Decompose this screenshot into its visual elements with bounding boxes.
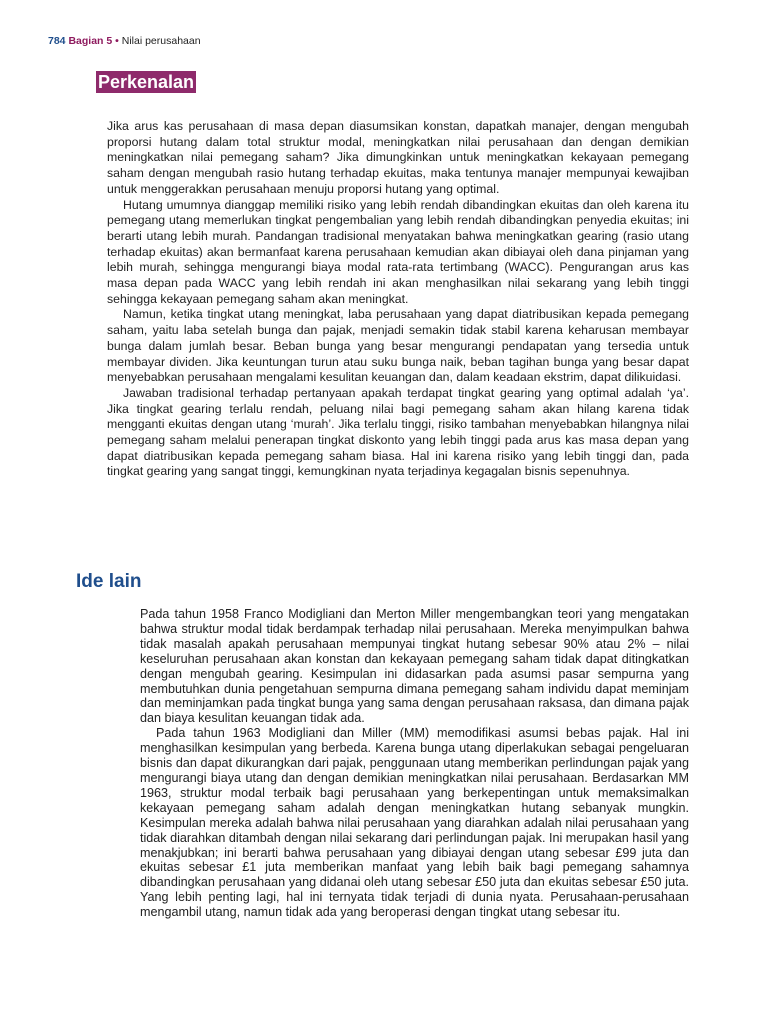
paragraph: Namun, ketika tingkat utang meningkat, laba perusahaan yang dapat diatribusikan kepada pemegang saham, yaitu laba setelah bunga dan pajak, menjadi semakin tidak stabil karena keharusan membayar bunga dalam jumlah besar. Beban bunga yang besar mengurangi pendapatan yang tersedia untuk membayar dividen. Jika keuntungan turun atau suku bunga naik, beban tagihan bunga yang besar dapat menyebabkan perusahaan mengalami kesulitan keuangan dan, dalam keadaan ekstrim, dapat dilikuidasi. xyxy=(107,307,689,385)
chapter-title: Nilai perusahaan xyxy=(121,35,201,47)
header-bullet: • xyxy=(115,35,119,47)
other-idea-body xyxy=(140,607,689,920)
section-title-intro: Perkenalan xyxy=(98,72,195,92)
page-number: 784 xyxy=(48,35,66,47)
paragraph: Jika arus kas perusahaan di masa depan diasumsikan konstan, dapatkah manajer, dengan mengubah proporsi hutang dalam total struktur modal, meningkatkan nilai perusahaan dan dengan demikian meningkatkan nilai pemegang saham? Jika dimungkinkan untuk meningkatkan kekayaan pemegang saham dengan mengubah rasio hutang terhadap ekuitas, maka tentunya manajer mempunyai kewajiban untuk menggerakkan perusahaan menuju proporsi hutang yang optimal. xyxy=(107,119,689,196)
running-header xyxy=(48,35,201,48)
paragraph: Hutang umumnya dianggap memiliki risiko yang lebih rendah dibandingkan ekuitas dan oleh karena itu pemegang utang memerlukan tingkat pengembalian yang lebih rendah dibandingkan penyedia ekuitas; ini berarti utang lebih murah. Pandangan tradisional menyatakan bahwa meningkatkan gearing (rasio utang terhadap ekuitas) akan bermanfaat karena perusahaan kemudian akan dibiayai oleh dana pinjaman yang lebih murah, sehingga mengurangi biaya modal rata-rata tertimbang (WACC). Pengurangan arus kas masa depan pada WACC yang lebih rendah ini akan menghasilkan nilai sekarang yang lebih tinggi sehingga kekayaan pemegang saham akan meningkat. xyxy=(107,197,689,306)
section-title-other-idea: Ide lain xyxy=(76,571,142,592)
part-label: Bagian 5 xyxy=(68,35,113,47)
paragraph: Jawaban tradisional terhadap pertanyaan apakah terdapat tingkat gearing yang optimal adalah ‘ya’. Jika tingkat gearing terlalu rendah, peluang nilai bagi pemegang saham akan hilang karena tidak mengganti ekuitas dengan utang ‘murah’. Jika terlalu tinggi, risiko tambahan menyebabkan hilangnya nilai pemegang saham melalui penerapan tingkat diskonto yang lebih tinggi pada arus kas masa depan yang dapat diatribusikan kepada pemegang saham biasa. Hal ini karena risiko yang lebih tinggi dan, pada tingkat gearing yang sangat tinggi, kemungkinan nyata terjadinya kegagalan bisnis sepenuhnya. xyxy=(107,385,689,479)
paragraph: Pada tahun 1963 Modigliani dan Miller (MM) memodifikasi asumsi bebas pajak. Hal ini menghasilkan kesimpulan yang berbeda. Karena bunga utang diperlakukan sebagai pengeluaran bisnis dan dapat dikurangkan dari pajak, penggunaan utang memberikan perlindungan pajak yang mengurangi biaya utang dan dengan demikian meningkatkan nilai perusahaan. Berdasarkan MM 1963, struktur modal terbaik bagi perusahaan yang berkepentingan untuk memaksimalkan kekayaan pemegang saham adalah dengan meningkatkan hutang sebanyak mungkin. Kesimpulan mereka adalah bahwa nilai perusahaan yang diarahkan adalah nilai perusahaan yang tidak diarahkan ditambah dengan nilai sekarang dari perlindungan pajak. Ini merupakan hasil yang menakjubkan; ini berarti bahwa perusahaan yang dibiayai dengan utang sebesar £99 juta dan ekuitas sebesar £1 juta memberikan manfaat yang lebih baik bagi pemegang sahamnya dibandingkan perusahaan yang didanai oleh utang sebesar £50 juta dan ekuitas sebesar £50 juta. Yang lebih penting lagi, hal ini ternyata tidak terjadi di dunia nyata. Perusahaan-perusahaan mengambil utang, namun tidak ada yang beroperasi dengan tingkat utang sebesar itu. xyxy=(140,726,689,920)
paragraph: Pada tahun 1958 Franco Modigliani dan Merton Miller mengembangkan teori yang mengatakan bahwa struktur modal tidak berdampak terhadap nilai perusahaan. Mereka menyimpulkan bahwa tidak masalah apakah perusahaan mempunyai tingkat hutang sebesar 90% atau 2% – nilai keseluruhan perusahaan akan konstan dan kekayaan pemegang saham tidak dapat ditingkatkan dengan mengubah gearing. Kesimpulan ini didasarkan pada asumsi pasar sempurna yang membutuhkan dunia pengetahuan sempurna dimana pemegang saham individu dapat meminjam dan meminjamkan pada tingkat bunga yang sama dengan perusahaan raksasa, dan dimana pajak dan biaya kesulitan keuangan tidak ada. xyxy=(140,607,689,726)
intro-body xyxy=(107,119,689,480)
